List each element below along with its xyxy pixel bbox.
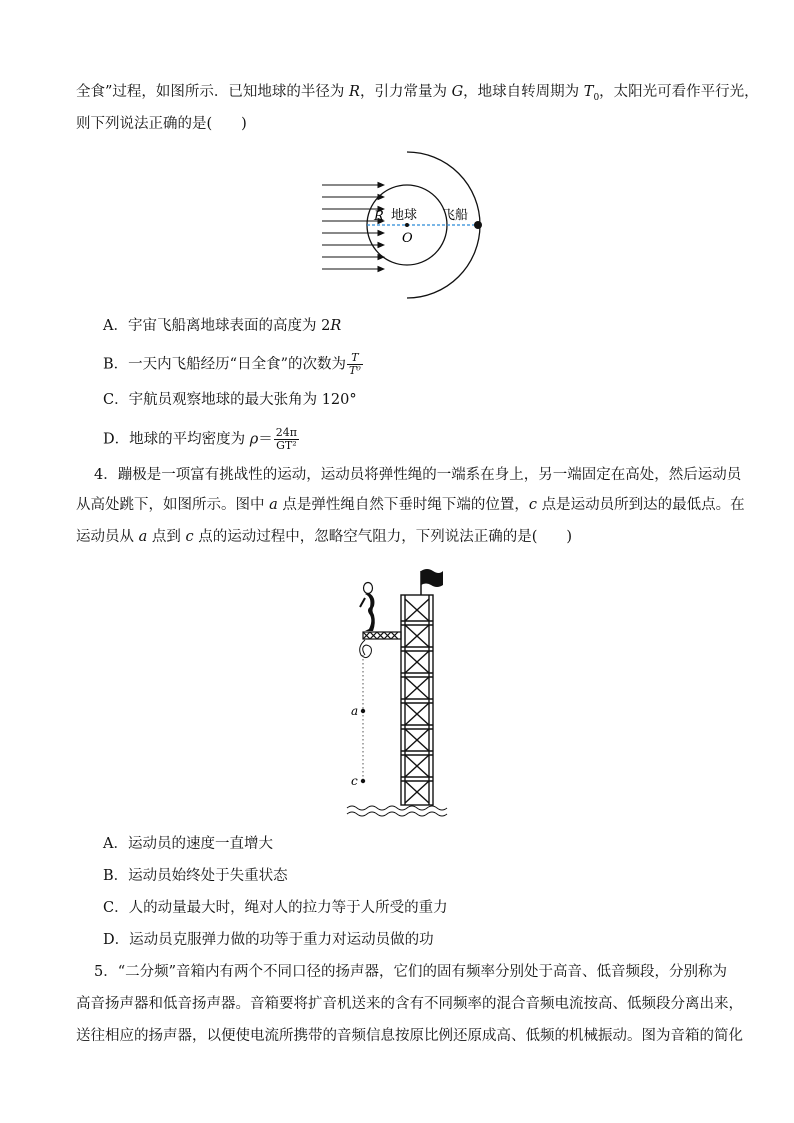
q4-option-b: B．运动员始终处于失重状态 <box>103 868 288 884</box>
q5-line-2: 高音扬声器和低音扬声器。音箱要将扩音机送来的含有不同频率的混合音频电流按高、低频段分离出来， <box>76 996 743 1012</box>
spaceship-dot <box>474 221 482 229</box>
q4-line-1: 4．蹦极是一项富有挑战性的运动，运动员将弹性绳的一端系在身上，另一端固定在高处，然后运动员 <box>94 467 742 483</box>
q3-earth-ship-figure <box>318 148 490 302</box>
jump-platform <box>363 632 401 639</box>
q4-option-a: A．运动员的速度一直增大 <box>103 836 273 852</box>
q4-line-3: 运动员从 a 点到 c 点的运动过程中，忽略空气阻力，下列说法正确的是( ) <box>76 529 573 545</box>
q3-option-c: C．宇航员观察地球的最大张角为 120° <box>103 392 357 408</box>
label-c: c <box>351 774 358 788</box>
q4-line-2: 从高处跳下，如图所示。图中 a 点是弹性绳自然下垂时绳下端的位置，c 点是运动员所到达的最低点。在 <box>76 497 745 513</box>
q4-bungee-figure <box>343 563 451 823</box>
jumper-figure <box>360 583 375 632</box>
water-waves <box>347 806 447 816</box>
label-earth: 地球 <box>391 208 418 223</box>
q3-option-b: B．一天内飞船经历“日全食”的次数为 $\frac{T}{\text{T⁰}}$ <box>103 351 361 377</box>
q4-option-c: C．人的动量最大时，绳对人的拉力等于人所受的重力 <box>103 900 448 916</box>
center-point <box>405 223 409 227</box>
q4-option-d: D．运动员克服弹力做的功等于重力对运动员做的功 <box>103 932 434 948</box>
tower-structure <box>401 595 433 805</box>
fraction: $\frac{T}{\text{T⁰}}$ <box>348 351 361 377</box>
q3-option-d: D．地球的平均密度为 ρ＝ $\frac{24\pi}{\text{GT²}}$ <box>103 426 297 452</box>
q5-line-1: 5．“二分频”音箱内有两个不同口径的扬声器，它们的固有频率分别处于高音、低音频段，分别称为 <box>94 964 728 980</box>
label-ship: 飞船 <box>442 208 469 223</box>
rope-coil <box>360 640 372 658</box>
label-R: R <box>374 209 384 224</box>
label-a: a <box>351 704 359 718</box>
q3-intro-line-2: 则下列说法正确的是( ) <box>76 116 247 132</box>
point-a <box>361 709 365 713</box>
flag-icon <box>421 569 443 587</box>
label-O: O <box>402 231 413 246</box>
point-c <box>361 779 365 783</box>
q3-option-a: A．宇宙飞船离地球表面的高度为 2R <box>103 318 342 334</box>
sunlight-rays <box>322 185 384 269</box>
q5-line-3: 送往相应的扬声器，以便使电流所携带的音频信息按原比例还原成高、低频的机械振动。图为音箱的简化 <box>76 1028 743 1044</box>
fraction: $\frac{24\pi}{\text{GT²}}$ <box>275 426 297 452</box>
q3-intro-line-1: 全食”过程，如图所示．已知地球的半径为 R，引力常量为 G，地球自转周期为 $T_0$，太阳光可看作平行光， <box>76 84 759 103</box>
